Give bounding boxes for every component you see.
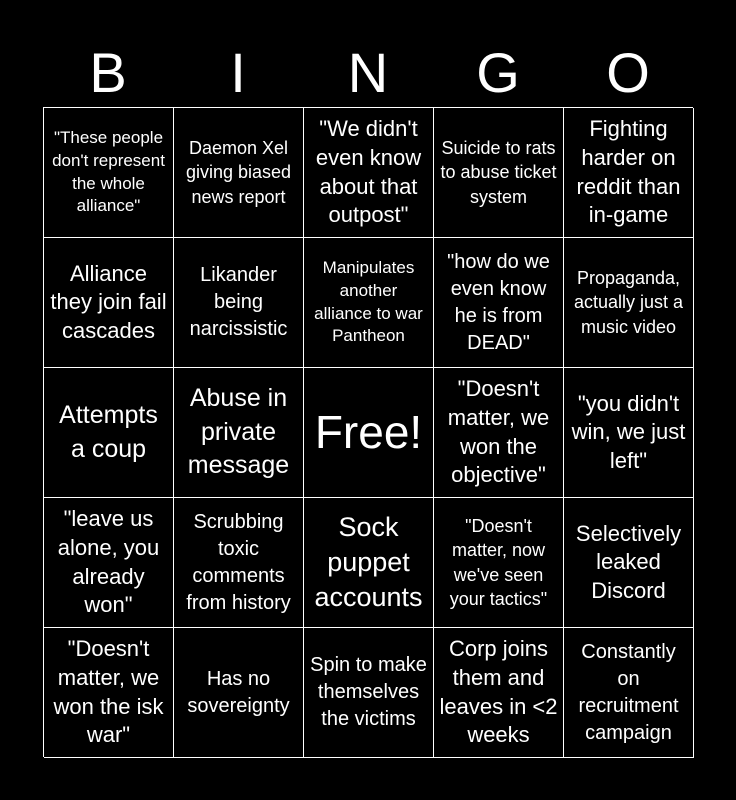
- cell-text: Daemon Xel giving biased news report: [185, 138, 292, 207]
- header-letter-g: G: [476, 41, 520, 104]
- cell-text: Likander being narcissistic: [189, 264, 288, 340]
- cell-text: "Doesn't matter, now we've seen your tactics": [449, 515, 548, 609]
- bingo-cell-r2c4[interactable]: [434, 238, 564, 368]
- bingo-cell-r3c2[interactable]: [174, 368, 304, 498]
- bingo-cell-r5c2[interactable]: [174, 628, 304, 758]
- bingo-cell-r4c5[interactable]: [564, 498, 694, 628]
- cell-text: Spin to make themselves the victims: [310, 654, 427, 730]
- bingo-cell-r4c1[interactable]: [44, 498, 174, 628]
- cell-text: Attempts a coup: [59, 400, 158, 463]
- cell-text: Scrubbing toxic comments from history: [186, 510, 291, 614]
- cell-text: Alliance they join fail cascades: [50, 260, 167, 343]
- bingo-cell-r2c2[interactable]: [174, 238, 304, 368]
- bingo-cell-r1c5[interactable]: [564, 108, 694, 238]
- bingo-cell-r5c1[interactable]: [44, 628, 174, 758]
- header-letter-o: O: [606, 41, 650, 104]
- cell-text: "Doesn't matter, we won the objective": [447, 376, 550, 488]
- cell-text: "how do we even know he is from DEAD": [447, 250, 550, 354]
- cell-text: "These people don't represent the whole alliance": [52, 128, 165, 216]
- bingo-cell-r4c3[interactable]: [304, 498, 434, 628]
- bingo-cell-r1c2[interactable]: [174, 108, 304, 238]
- bingo-cell-free[interactable]: [304, 368, 434, 498]
- header-letter-n: N: [347, 41, 389, 104]
- bingo-cell-r1c4[interactable]: [434, 108, 564, 238]
- cell-text: Constantly on recruitment campaign: [578, 640, 679, 744]
- cell-text: Sock puppet accounts: [314, 511, 423, 613]
- bingo-cell-r4c2[interactable]: [174, 498, 304, 628]
- cell-text: "Doesn't matter, we won the isk war": [53, 636, 164, 748]
- header-letter-b: B: [89, 41, 127, 104]
- bingo-cell-r2c1[interactable]: [44, 238, 174, 368]
- cell-text: "you didn't win, we just left": [571, 390, 686, 473]
- header-letter-i: I: [230, 41, 246, 104]
- bingo-grid: [43, 107, 693, 757]
- cell-text: "leave us alone, you already won": [57, 506, 160, 618]
- bingo-cell-r3c5[interactable]: [564, 368, 694, 498]
- cell-text: Free!: [314, 406, 423, 459]
- bingo-cell-r2c3[interactable]: [304, 238, 434, 368]
- bingo-cell-r5c4[interactable]: [434, 628, 564, 758]
- cell-text: Corp joins them and leaves in <2 weeks: [439, 636, 558, 748]
- cell-text: Has no sovereignty: [187, 667, 290, 717]
- bingo-header: [43, 40, 693, 106]
- cell-text: Suicide to rats to abuse ticket system: [440, 138, 557, 207]
- bingo-cell-r1c3[interactable]: [304, 108, 434, 238]
- bingo-cell-r3c4[interactable]: [434, 368, 564, 498]
- cell-text: Manipulates another alliance to war Pantheon: [314, 258, 423, 346]
- bingo-cell-r5c3[interactable]: [304, 628, 434, 758]
- cell-text: Propaganda, actually just a music video: [573, 268, 684, 337]
- bingo-cell-r2c5[interactable]: [564, 238, 694, 368]
- cell-text: Fighting harder on reddit than in-game: [576, 116, 681, 228]
- bingo-cell-r3c1[interactable]: [44, 368, 174, 498]
- cell-text: Abuse in private message: [187, 383, 290, 480]
- cell-text: "We didn't even know about that outpost": [315, 116, 422, 228]
- cell-text: Selectively leaked Discord: [575, 520, 682, 603]
- bingo-cell-r4c4[interactable]: [434, 498, 564, 628]
- bingo-cell-r5c5[interactable]: [564, 628, 694, 758]
- bingo-cell-r1c1[interactable]: [44, 108, 174, 238]
